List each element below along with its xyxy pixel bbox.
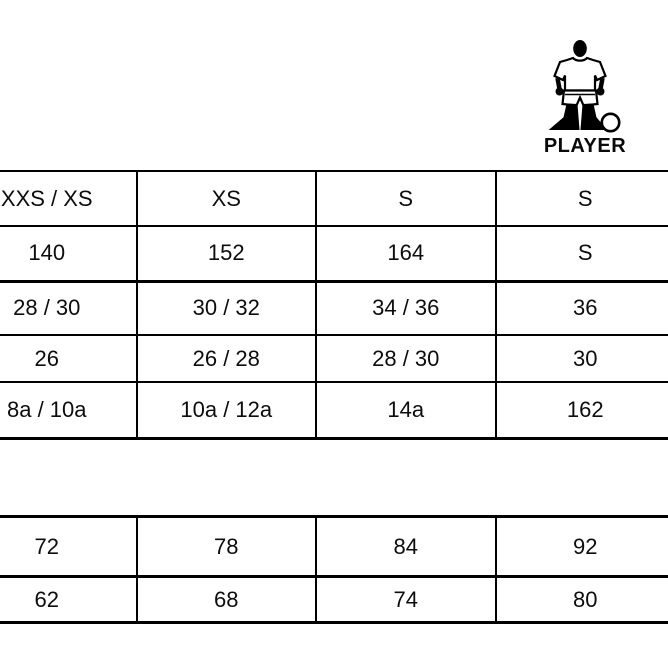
table-cell: 62 xyxy=(0,577,137,623)
table-row xyxy=(0,517,668,577)
size-header-row xyxy=(0,171,668,226)
player-right-leg xyxy=(581,104,606,130)
table-cell: 28 / 30 xyxy=(316,335,496,382)
table-row xyxy=(0,577,668,623)
soccer-player-icon xyxy=(545,35,625,135)
table-cell: 30 xyxy=(496,335,668,382)
table-cell: 8a / 10a xyxy=(0,382,137,438)
player-left-arm xyxy=(558,78,560,89)
table-cell: 34 / 36 xyxy=(316,281,496,335)
table-cell: 26 / 28 xyxy=(137,335,317,382)
table-cell: 140 xyxy=(0,226,137,281)
player-right-arm xyxy=(601,78,603,89)
table-cell: 80 xyxy=(496,577,668,623)
player-head xyxy=(573,40,587,57)
player-jersey xyxy=(555,58,606,91)
table-cell: 164 xyxy=(316,226,496,281)
table-cell: 14a xyxy=(316,382,496,438)
player-label: PLAYER xyxy=(543,135,627,157)
table-cell: 30 / 32 xyxy=(137,281,317,335)
size-header-cell: XXS / XS xyxy=(0,171,137,226)
player-left-leg xyxy=(550,104,579,130)
size-header-cell: XS xyxy=(137,171,317,226)
table-row xyxy=(0,281,668,335)
size-chart-table xyxy=(0,170,668,440)
table-row xyxy=(0,226,668,281)
table-cell: 84 xyxy=(316,517,496,577)
table-cell: 152 xyxy=(137,226,317,281)
player-badge xyxy=(533,35,637,156)
table-row xyxy=(0,335,668,382)
table-cell: 92 xyxy=(496,517,668,577)
table-row xyxy=(0,382,668,438)
size-header-cell: S xyxy=(316,171,496,226)
measurements-table xyxy=(0,515,668,624)
table-cell: 74 xyxy=(316,577,496,623)
table-cell: 36 xyxy=(496,281,668,335)
table-cell: 10a / 12a xyxy=(137,382,317,438)
table-cell: 68 xyxy=(137,577,317,623)
size-header-cell: S xyxy=(496,171,668,226)
player-right-fist xyxy=(597,88,605,96)
table-cell: 78 xyxy=(137,517,317,577)
table-cell: S xyxy=(496,226,668,281)
table-cell: 26 xyxy=(0,335,137,382)
table-cell: 72 xyxy=(0,517,137,577)
table-cell: 28 / 30 xyxy=(0,281,137,335)
table-cell: 162 xyxy=(496,382,668,438)
player-shorts xyxy=(563,91,598,106)
player-left-fist xyxy=(556,88,564,96)
